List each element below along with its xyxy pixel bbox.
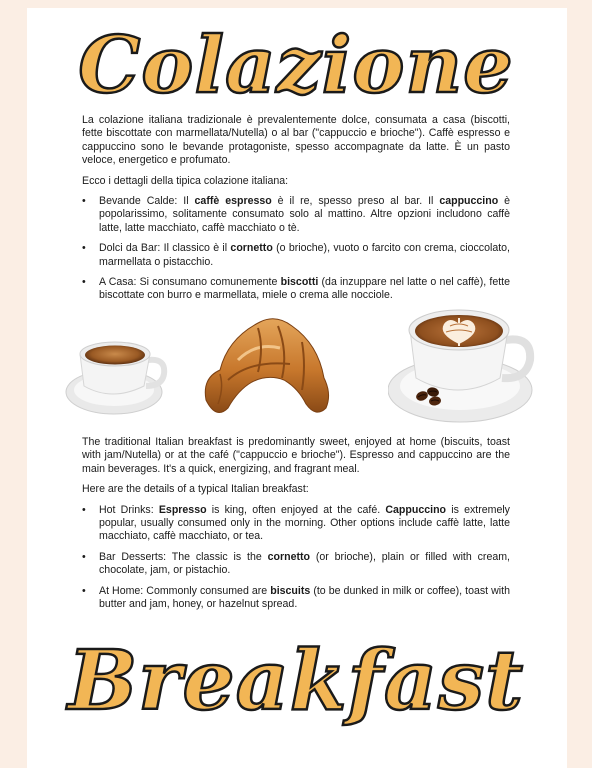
item-text: Bevande Calde: Il: [99, 195, 195, 208]
item-text: Bar Desserts: The classic is the: [99, 550, 268, 563]
title-breakfast: Breakfast: [67, 633, 525, 729]
item-text: è popolarissimo, solitamente consumato solo al mattino. Altre opzioni includono caffè latte, latte macchiato, caffè macchiato o tè.: [99, 195, 511, 234]
item-text: Dolci da Bar: Il classico è il: [99, 242, 231, 255]
item-bold: biscotti: [280, 276, 319, 289]
title-colazione: Colazione: [78, 20, 514, 111]
item-text: (da inzuppare nel latte o nel caffè), fette biscottate con burro e marmellata, miele o crema alle nocciole.: [99, 276, 511, 302]
italian-intro: La colazione italiana tradizionale è prevalentemente dolce, consumata a casa (biscotti, fette biscottate con marmellata/Nutella) o al bar ("cappuccio e brioche"). Caffè espresso e cappuccino sono le bevande protagoniste, spesso accompagnate da latte. È un pasto veloce, energetico e profumato.: [82, 114, 510, 167]
english-lead: Here are the details of a typical Italian breakfast:: [82, 483, 309, 496]
list-item: [82, 242, 510, 269]
cappuccino-latte-art-icon: [388, 300, 538, 428]
italian-section: [82, 114, 510, 310]
espresso-cup-icon: [64, 328, 168, 418]
item-bold: biscuits: [270, 584, 311, 597]
coffee-beans-icon: [414, 384, 446, 408]
english-section: [82, 436, 510, 618]
list-item: [82, 585, 510, 612]
italian-lead: Ecco i dettagli della tipica colazione italiana:: [82, 174, 289, 187]
item-text: is king, often enjoyed at the café.: [206, 503, 386, 516]
item-bold: cappuccino: [439, 195, 499, 208]
list-item: [82, 504, 510, 544]
item-bold: cornetto: [230, 242, 273, 255]
item-text: Hot Drinks:: [99, 503, 159, 516]
item-bold: Cappuccino: [385, 503, 447, 516]
list-item: [82, 195, 510, 235]
list-item: [82, 551, 510, 578]
item-bold: Espresso: [158, 503, 207, 516]
item-text: (or brioche), plain or filled with cream, chocolate, jam, or pistachio.: [99, 550, 510, 577]
english-intro: The traditional Italian breakfast is predominantly sweet, enjoyed at home (biscuits, toast with jam/Nutella) or at the café ("cappuccio e brioche"). Espresso and cappuccino are the main beverages. It's a quick, energizing, and fragrant meal.: [82, 436, 510, 475]
item-text: is extremely popular, usually consumed only in the morning. Other options include caffè latte, latte macchiato, caffè macchiato, or tea.: [99, 503, 510, 543]
item-text: At Home: Commonly consumed are: [99, 584, 271, 597]
english-list: [82, 504, 510, 612]
list-item: [82, 276, 510, 303]
item-text: A Casa: Si consumano comunemente: [99, 276, 281, 289]
item-bold: cornetto: [267, 550, 310, 563]
item-text: è il re, spesso preso al bar. Il: [271, 195, 440, 208]
item-text: (o brioche), vuoto o farcito con crema, cioccolato, marmellata o pistacchio.: [99, 242, 510, 268]
croissant-icon: [198, 308, 336, 426]
item-text: (to be dunked in milk or coffee), toast with butter and jam, honey, or hazelnut spread.: [99, 584, 510, 611]
italian-list: [82, 195, 510, 303]
item-bold: caffè espresso: [194, 195, 272, 208]
